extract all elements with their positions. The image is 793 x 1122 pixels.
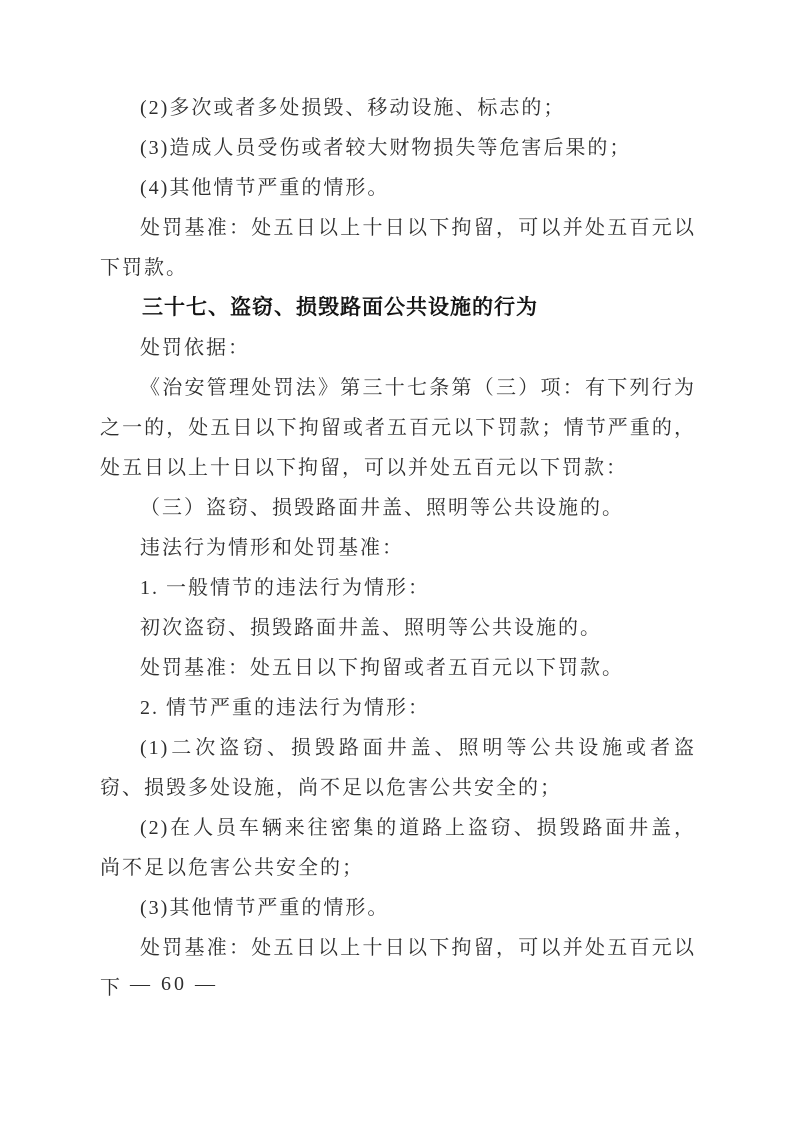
paragraph-general-penalty: 处罚基准：处五日以下拘留或者五百元以下罚款。 [140,657,624,679]
paragraph-item-2: (2)多次或者多处损毁、移动设施、标志的； [140,97,566,119]
paragraph-serious-item-1: (1)二次盗窃、损毁路面井盖、照明等公共设施或者盗窃、损毁多处设施，尚不足以危害公共安全的； [100,737,696,799]
paragraph-item-4: (4)其他情节严重的情形。 [140,177,390,199]
paragraph-circumstances-label: 违法行为情形和处罚基准： [140,537,404,559]
text-column [100,88,696,1008]
paragraph-general-case-label: 1. 一般情节的违法行为情形： [140,577,430,599]
paragraph-penalty-basis-label: 处罚依据： [140,337,250,359]
paragraph-law-citation: 《治安管理处罚法》第三十七条第（三）项：有下列行为之一的，处五日以下拘留或者五百元以下罚款；情节严重的，处五日以上十日以下拘留，可以并处五百元以下罚款： [100,377,696,479]
paragraph-general-case-text: 初次盗窃、损毁路面井盖、照明等公共设施的。 [140,617,602,639]
page-number: — 60 — [130,973,218,995]
paragraph-serious-case-label: 2. 情节严重的违法行为情形： [140,697,430,719]
paragraph-serious-item-2: (2)在人员车辆来往密集的道路上盗窃、损毁路面井盖，尚不足以危害公共安全的； [100,817,696,879]
paragraph-penalty-standard: 处罚基准：处五日以上十日以下拘留，可以并处五百元以下罚款。 [100,217,696,279]
paragraph-serious-penalty: 处罚基准：处五日以上十日以下拘留，可以并处五百元以下 [100,937,696,999]
paragraph-serious-item-3: (3)其他情节严重的情形。 [140,897,390,919]
paragraph-law-item-3: （三）盗窃、损毁路面井盖、照明等公共设施的。 [140,497,624,519]
section-heading-37: 三十七、盗窃、损毁路面公共设施的行为 [142,296,538,319]
paragraph-item-3: (3)造成人员受伤或者较大财物损失等危害后果的； [140,137,632,159]
